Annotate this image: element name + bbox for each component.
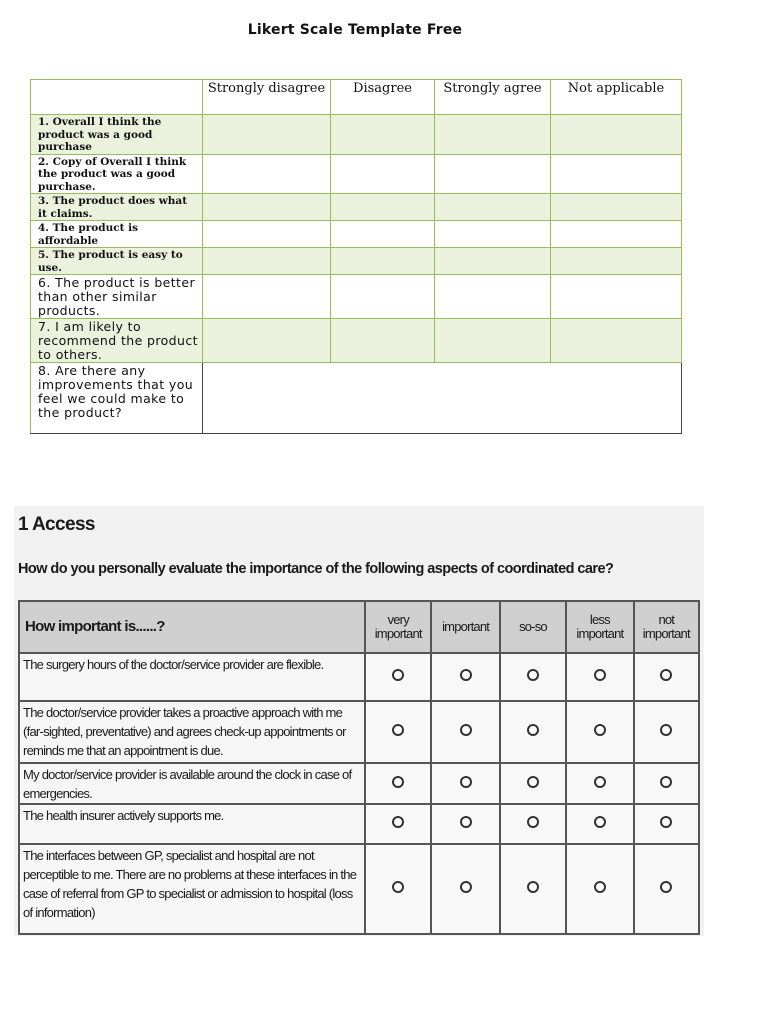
importance-table bbox=[18, 600, 700, 935]
likert-question: 2. Copy of Overall I think the product was a good purchase. bbox=[31, 154, 203, 194]
access-question: How do you personally evaluate the importance of the following aspects of coordinated care? bbox=[18, 561, 614, 577]
radio-less-important[interactable] bbox=[594, 776, 606, 788]
importance-row bbox=[19, 763, 699, 804]
radio-very-important[interactable] bbox=[392, 724, 404, 736]
radio-important[interactable] bbox=[460, 724, 472, 736]
importance-statement: The interfaces between GP, specialist and hospital are not perceptible to me. There are no problems at these interfaces in the case of referral from GP to specialist or admission to hospital (loss of information) bbox=[19, 844, 365, 934]
likert-row bbox=[31, 154, 682, 194]
header-how-important: How important is......? bbox=[19, 601, 365, 653]
importance-header-row bbox=[19, 601, 699, 653]
answer-cell[interactable] bbox=[435, 115, 551, 155]
answer-cell[interactable] bbox=[331, 275, 435, 319]
radio-important[interactable] bbox=[460, 669, 472, 681]
likert-question: 5. The product is easy to use. bbox=[31, 248, 203, 275]
radio-important[interactable] bbox=[460, 881, 472, 893]
answer-cell[interactable] bbox=[331, 221, 435, 248]
likert-row-open-question bbox=[31, 363, 682, 434]
answer-cell[interactable] bbox=[435, 194, 551, 221]
radio-very-important[interactable] bbox=[392, 776, 404, 788]
radio-less-important[interactable] bbox=[594, 881, 606, 893]
answer-cell[interactable] bbox=[551, 319, 682, 363]
radio-important[interactable] bbox=[460, 776, 472, 788]
header-strongly-agree: Strongly agree bbox=[435, 80, 551, 115]
answer-cell[interactable] bbox=[203, 248, 331, 275]
answer-cell[interactable] bbox=[435, 221, 551, 248]
radio-not-important[interactable] bbox=[660, 776, 672, 788]
header-strongly-disagree: Strongly disagree bbox=[203, 80, 331, 115]
answer-cell[interactable] bbox=[331, 248, 435, 275]
answer-cell[interactable] bbox=[203, 221, 331, 248]
radio-not-important[interactable] bbox=[660, 881, 672, 893]
importance-statement: The surgery hours of the doctor/service provider are flexible. bbox=[19, 653, 365, 701]
header-so-so: so-so bbox=[500, 601, 566, 653]
radio-very-important[interactable] bbox=[392, 881, 404, 893]
radio-less-important[interactable] bbox=[594, 669, 606, 681]
answer-cell[interactable] bbox=[551, 194, 682, 221]
radio-so-so[interactable] bbox=[527, 776, 539, 788]
header-not-important: not important bbox=[634, 601, 699, 653]
likert-scale-table bbox=[30, 79, 682, 434]
answer-cell[interactable] bbox=[551, 221, 682, 248]
radio-important[interactable] bbox=[460, 816, 472, 828]
header-less-important: less important bbox=[566, 601, 633, 653]
radio-not-important[interactable] bbox=[660, 724, 672, 736]
radio-so-so[interactable] bbox=[527, 881, 539, 893]
access-heading: 1 Access bbox=[18, 514, 95, 535]
likert-row bbox=[31, 115, 682, 155]
radio-not-important[interactable] bbox=[660, 816, 672, 828]
answer-cell[interactable] bbox=[203, 115, 331, 155]
answer-cell[interactable] bbox=[551, 154, 682, 194]
likert-question: 1. Overall I think the product was a good purchase bbox=[31, 115, 203, 155]
answer-cell[interactable] bbox=[331, 194, 435, 221]
likert-question: 3. The product does what it claims. bbox=[31, 194, 203, 221]
radio-less-important[interactable] bbox=[594, 724, 606, 736]
answer-cell[interactable] bbox=[435, 319, 551, 363]
likert-row bbox=[31, 248, 682, 275]
importance-row bbox=[19, 653, 699, 701]
radio-less-important[interactable] bbox=[594, 816, 606, 828]
answer-cell[interactable] bbox=[203, 319, 331, 363]
answer-cell[interactable] bbox=[551, 115, 682, 155]
answer-cell[interactable] bbox=[435, 275, 551, 319]
header-empty-cell bbox=[31, 80, 203, 115]
access-survey-image bbox=[14, 506, 704, 936]
answer-cell[interactable] bbox=[551, 275, 682, 319]
answer-cell[interactable] bbox=[331, 115, 435, 155]
likert-row bbox=[31, 194, 682, 221]
radio-so-so[interactable] bbox=[527, 669, 539, 681]
answer-cell[interactable] bbox=[551, 248, 682, 275]
header-not-applicable: Not applicable bbox=[551, 80, 682, 115]
answer-cell[interactable] bbox=[435, 248, 551, 275]
answer-cell[interactable] bbox=[203, 194, 331, 221]
header-important: important bbox=[431, 601, 499, 653]
answer-cell[interactable] bbox=[331, 319, 435, 363]
radio-very-important[interactable] bbox=[392, 816, 404, 828]
likert-row bbox=[31, 319, 682, 363]
header-disagree: Disagree bbox=[331, 80, 435, 115]
answer-cell[interactable] bbox=[435, 154, 551, 194]
importance-statement: The doctor/service provider takes a proactive approach with me (far-sighted, preventative) and agrees check-up appointments or reminds me that an appointment is due. bbox=[19, 701, 365, 763]
likert-question: 6. The product is better than other similar products. bbox=[31, 275, 203, 319]
radio-not-important[interactable] bbox=[660, 669, 672, 681]
radio-very-important[interactable] bbox=[392, 669, 404, 681]
likert-question: 8. Are there any improvements that you feel we could make to the product? bbox=[31, 363, 203, 434]
radio-so-so[interactable] bbox=[527, 816, 539, 828]
answer-cell[interactable] bbox=[331, 154, 435, 194]
likert-header-row bbox=[31, 80, 682, 115]
likert-question: 7. I am likely to recommend the product to others. bbox=[31, 319, 203, 363]
page-title: Likert Scale Template Free bbox=[247, 22, 463, 38]
likert-row bbox=[31, 275, 682, 319]
likert-question: 4. The product is affordable bbox=[31, 221, 203, 248]
open-answer-box[interactable] bbox=[203, 363, 682, 434]
header-very-important: very important bbox=[365, 601, 431, 653]
radio-so-so[interactable] bbox=[527, 724, 539, 736]
importance-row bbox=[19, 701, 699, 763]
importance-row bbox=[19, 844, 699, 934]
likert-row bbox=[31, 221, 682, 248]
importance-row bbox=[19, 804, 699, 844]
importance-statement: The health insurer actively supports me. bbox=[19, 804, 365, 844]
answer-cell[interactable] bbox=[203, 154, 331, 194]
importance-statement: My doctor/service provider is available around the clock in case of emergencies. bbox=[19, 763, 365, 804]
answer-cell[interactable] bbox=[203, 275, 331, 319]
